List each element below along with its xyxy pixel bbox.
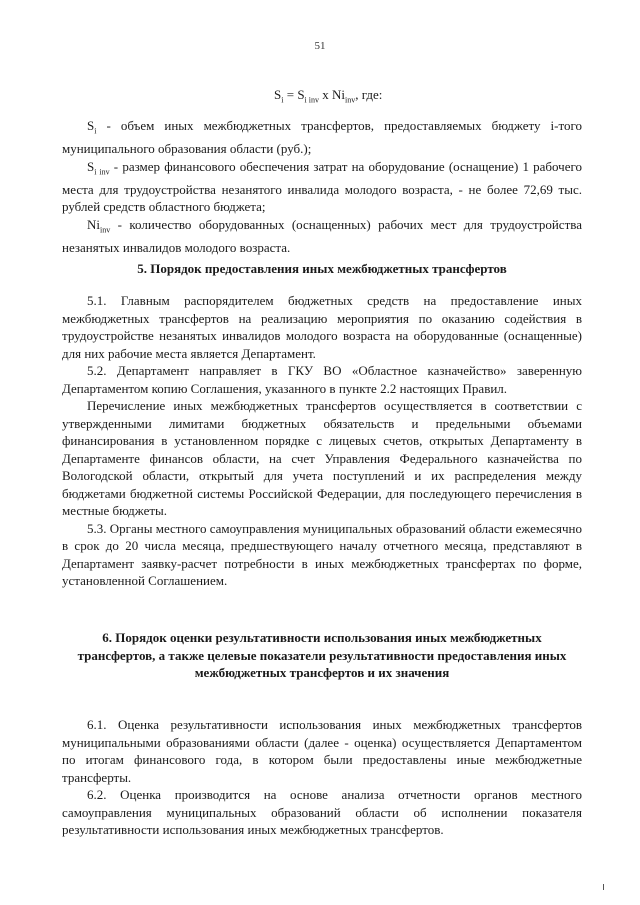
formula-s: S: [274, 87, 282, 102]
definition-sub: inv: [100, 225, 111, 235]
paragraph-5-3: 5.3. Органы местного самоуправления муниципальных образований области ежемесячно в срок до 20 числа месяца, предшествующего началу отчетного месяца, представляют в Департамент заявку-расчет потребности в иных межбюджетных трансфертах по форме, установленной Соглашением.: [62, 520, 582, 588]
definition-symbol: S: [87, 118, 95, 133]
definition-symbol: Ni: [87, 216, 100, 232]
formula-tail: , где:: [355, 87, 383, 102]
formula-ni-sub: inv: [345, 95, 356, 105]
formula-eq: =: [283, 87, 298, 102]
definition-text: - количество оборудованных (оснащенных) рабочих мест для трудоустройства незанятых инвалидов молодого возраста.: [62, 216, 582, 255]
paragraph-5-2: 5.2. Департамент направляет в ГКУ ВО «Областное казначейство» заверенную Департаментом копию Соглашения, указанного в пункте 2.2 настоящих Правил.: [62, 363, 582, 396]
definition-text: - объем иных межбюджетных трансфертов, предоставляемых бюджету i-того муниципального образования области (руб.);: [62, 118, 582, 157]
formula-times: x: [319, 87, 332, 102]
formula-s-sub: i: [281, 95, 284, 105]
definition-text: - размер финансового обеспечения затрат на оборудование (оснащение) 1 рабочего места для трудоустройства незанятого инвалида молодого возраста, - не более 72,69 тыс. рублей средств областного бюджета;: [62, 158, 582, 215]
section-5-heading: 5. Порядок предоставления иных межбюджетных трансфертов: [137, 261, 507, 276]
formula-s2: S: [297, 87, 305, 102]
section-6-heading: 6. Порядок оценки результативности использования иных межбюджетных трансфертов, а также целевые показатели результативности предоставления иных межбюджетных трансфертов и их значения: [77, 630, 567, 680]
formula-s2-sub: i inv: [304, 95, 319, 105]
paragraph-5-1: 5.1. Главным распорядителем бюджетных средств на предоставление иных межбюджетных трансфертов на реализацию мероприятия по оказанию содействия в трудоустройстве незанятых инвалидов молодого возраста на оборудованные (оснащенные) для них рабочие места является Департамент.: [62, 293, 582, 361]
definition-sub: i: [94, 126, 97, 136]
definitions: [62, 117, 582, 256]
margin-mark: [603, 884, 604, 890]
section-5-body: [62, 292, 582, 590]
page-number: 51: [314, 40, 326, 52]
section-6-body: [62, 716, 582, 839]
formula: [274, 87, 382, 105]
formula-ni: Ni: [332, 87, 345, 102]
paragraph-6-2: 6.2. Оценка производится на основе анализа отчетности органов местного самоуправления муниципальных образований области об исполнении показателя результативности использования иных межбюджетных трансфертов.: [62, 787, 582, 837]
paragraph-6-1: 6.1. Оценка результативности использования иных межбюджетных трансфертов муниципальными образованиями области (далее - оценка) осуществляется Департаментом по итогам финансового года, в котором были предоставлены иные межбюджетные трансферты.: [62, 717, 582, 785]
definition-symbol: S: [87, 158, 95, 174]
definition-si-inv: [62, 158, 582, 216]
definition-sub: i inv: [94, 167, 110, 177]
definition-si: [62, 117, 582, 158]
paragraph-transfer: Перечисление иных межбюджетных трансфертов осуществляется в соответствии с утвержденными лимитами бюджетных обязательств и предельными объемами финансирования в установленном порядке с лицевых счетов, открытых Департаменту в Департаменте финансов области, на счет Управления Федерального казначейства по Вологодской области, открытый для учета поступлений и их распределения между бюджетами бюджетной системы Российской Федерации, для последующего перечисления в местные бюджеты.: [62, 398, 582, 518]
definition-ni-inv: [62, 216, 582, 257]
